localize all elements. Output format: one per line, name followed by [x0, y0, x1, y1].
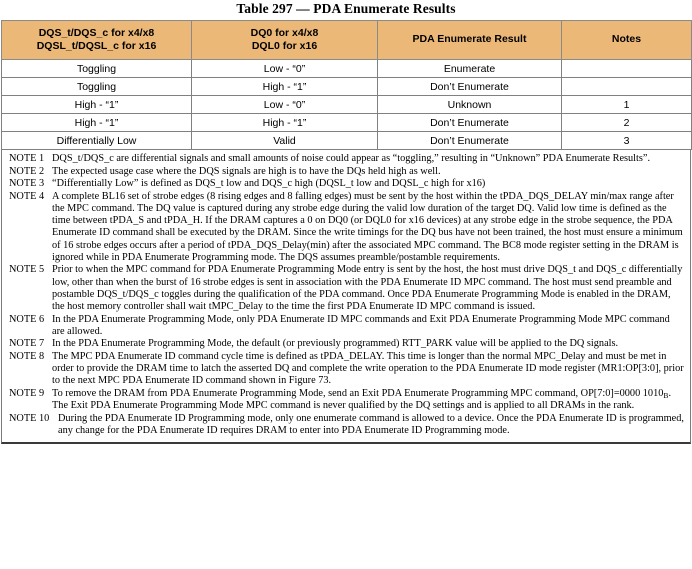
cell-dq0: Low - “0”: [192, 96, 378, 114]
cell-dqs: Differentially Low: [2, 132, 192, 150]
note-text: Prior to when the MPC command for PDA Enumerate Programming Mode entry is sent by the host, the host must drive DQS_t and DQS_c differentially low, other than when the burst of 16 strobe edges is sent in association with the PDA Enumerate ID MPC command. The host must send preamble and postamble DQS_t/DQS_c toggles during the qualification of the PDA command. Once PDA Enumerate Programming Mode is enabled in the DRAM, the host memory controller shall wait tMPC_Delay to the time the first PDA Enumerate ID MPC command is issued.: [52, 264, 683, 312]
cell-note: 1: [562, 96, 692, 114]
column-header-dq0-line1: DQ0 for x4/x8: [250, 27, 319, 39]
note-label: NOTE 5: [9, 264, 45, 276]
binary-subscript: B: [663, 390, 669, 400]
pda-enumerate-results-table: [1, 20, 692, 150]
table-row: [2, 114, 692, 132]
note-label: NOTE 1: [9, 153, 45, 164]
note-label: NOTE 6: [9, 313, 45, 325]
cell-result: Don’t Enumerate: [378, 114, 562, 132]
cell-dq0: Valid: [192, 132, 378, 150]
cell-dqs: Toggling: [2, 78, 192, 96]
note-label: NOTE 3: [9, 178, 45, 190]
column-header-result: PDA Enumerate Result: [378, 21, 562, 60]
cell-note: 2: [562, 114, 692, 132]
table-row: [2, 78, 692, 96]
column-header-dqs-line2: DQSL_t/DQSL_c for x16: [36, 39, 157, 52]
table-header: [2, 21, 692, 60]
column-header-dq0: [192, 21, 378, 60]
column-header-dqs: [2, 21, 192, 60]
note-item: [6, 314, 686, 338]
cell-dq0: High - “1”: [192, 114, 378, 132]
cell-note: [562, 78, 692, 96]
note-item: [6, 413, 686, 437]
note-item: [6, 191, 686, 264]
notes-section: [1, 150, 691, 444]
cell-dq0: High - “1”: [192, 78, 378, 96]
note-text: The expected usage case where the DQS signals are high is to have the DQs held high as well.: [52, 165, 441, 177]
note-item: [6, 166, 686, 178]
note-item: [6, 351, 686, 387]
table-row: [2, 96, 692, 114]
column-header-dqs-line1: DQS_t/DQS_c for x4/x8: [38, 27, 155, 39]
note-text-after-subscript: . The Exit PDA Enumerate Programming Mode MPC command is never qualified by the DQ settings and is applied to all DRAMs in the rank.: [52, 387, 672, 412]
note-item: [6, 388, 686, 412]
cell-result: Unknown: [378, 96, 562, 114]
note-text-with-subscript: [52, 388, 686, 412]
cell-dqs: High - “1”: [2, 114, 192, 132]
note-label: NOTE 10: [9, 412, 50, 424]
cell-result: Enumerate: [378, 60, 562, 78]
table-body: [2, 60, 692, 150]
note-item: [6, 153, 686, 165]
note-label: NOTE 2: [9, 165, 45, 177]
note-label: NOTE 9: [9, 387, 45, 399]
note-text: In the PDA Enumerate Programming Mode, only PDA Enumerate ID MPC commands and Exit PDA Enumerate Programming Mode MPC command are allowed.: [52, 313, 670, 337]
note-text: During the PDA Enumerate ID Programming mode, only one enumerate command is allowed to a device. Once the PDA Enumerate ID is programmed, any change for the PDA Enumerate ID requires DRAM to enter into PDA Enumerate ID Programming mode.: [58, 412, 684, 436]
note-label: NOTE 7: [9, 338, 45, 350]
note-text: A complete BL16 set of strobe edges (8 rising edges and 8 falling edges) must be sent by the host within the tPDA_DQS_DELAY min/max range after the MPC command. The DQ value is captured during any strobe edge during the valid low duration of the target DQ. Valid low time is defined as the time between tPDA_S and tPDA_H. If the DRAM captures a 0 on DQ0 (or DQL0 for x16 devices) at any strobe edge in the strobe sequence, the PDA Enumerate ID command shall be executed by the DRAM. Since the write timings for the DQ bus have not been trained, the host must ensure a minimum of 16 strobe edges occurs after a period of tPDA_DQS_Delay(min) after the associated MPC command. The BC8 mode register setting in the DRAM is ignored while in PDA Enumerate Programming mode. The DQS assumes preamble/postamble requirements.: [52, 190, 683, 263]
cell-note: 3: [562, 132, 692, 150]
cell-result: Don’t Enumerate: [378, 78, 562, 96]
note-text-before-subscript: To remove the DRAM from PDA Enumerate Programming Mode, send an Exit PDA Enumerate Programming MPC command, OP[7:0]=0000 1010: [52, 387, 664, 399]
cell-note: [562, 60, 692, 78]
note-text: In the PDA Enumerate Programming Mode, the default (or previously programmed) RTT_PARK value will be applied to the DQ signals.: [52, 338, 619, 350]
cell-result: Don’t Enumerate: [378, 132, 562, 150]
column-header-dq0-line2: DQL0 for x16: [251, 39, 318, 52]
cell-dq0: Low - “0”: [192, 60, 378, 78]
note-text: DQS_t/DQS_c are differential signals and small amounts of noise could appear as “toggling,” resulting in “Unknown” PDA Enumerate Results”.: [52, 153, 651, 164]
note-item: [6, 178, 686, 190]
note-item: [6, 338, 686, 350]
note-text: The MPC PDA Enumerate ID command cycle time is defined as tPDA_DELAY. This time is longer than the normal MPC_Delay and must be met in order to provide the DRAM time to latch the asserted DQ and complete the write operation to the PDA Enumerate ID mode register (MR1:OP[3:0], prior to the next MPC PDA Enumerate ID command shown in Figure 73.: [52, 351, 684, 387]
cell-dqs: Toggling: [2, 60, 192, 78]
column-header-notes: Notes: [562, 21, 692, 60]
table-header-row: [2, 21, 692, 60]
note-label: NOTE 8: [9, 351, 45, 362]
cell-dqs: High - “1”: [2, 96, 192, 114]
page-title: Table 297 — PDA Enumerate Results: [236, 1, 456, 16]
note-item: [6, 264, 686, 313]
table-row: [2, 60, 692, 78]
table-row: [2, 132, 692, 150]
note-label: NOTE 4: [9, 190, 45, 202]
note-text: “Differentially Low” is defined as DQS_t low and DQS_c high (DQSL_t low and DQSL_c high for x16): [52, 178, 486, 190]
